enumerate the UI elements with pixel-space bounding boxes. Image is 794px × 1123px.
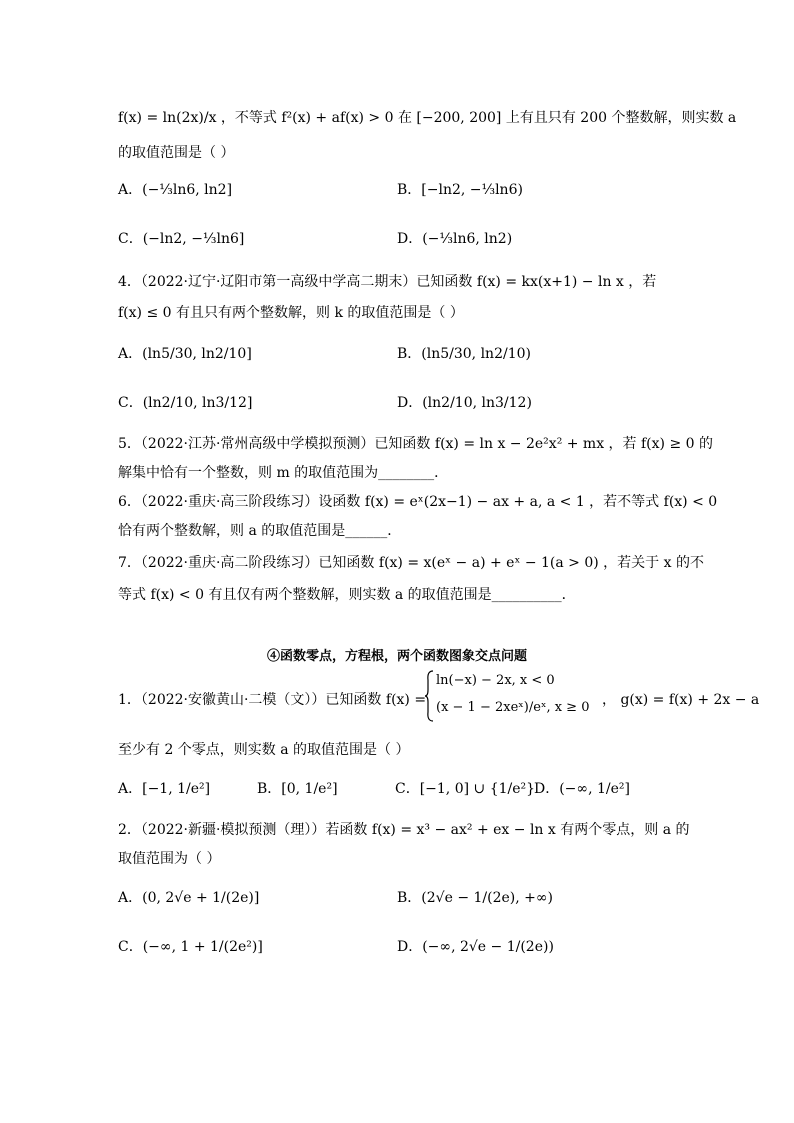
q3-option-c: C．(−ln2, −⅓ln6] bbox=[118, 231, 245, 247]
s4q1-stem-line2: 至少有 2 个零点，则实数 a 的取值范围是（ ） bbox=[118, 742, 410, 758]
q3-stem-line1: f(x) = ln(2x)/x ，不等式 f²(x) + af(x) > 0 在 [−200, 200] 上有且只有 200 个整数解，则实数 a bbox=[118, 110, 737, 126]
s4q2-stem-line2: 取值范围为（ ） bbox=[118, 851, 221, 867]
q5-stem-line2: 解集中恰有一个整数，则 m 的取值范围为________． bbox=[118, 465, 449, 481]
s4q1-option-d: D．(−∞, 1/e²] bbox=[534, 781, 630, 797]
s4q1-option-c: C．[−1, 0] ∪ {1/e²} bbox=[395, 781, 536, 797]
q3-option-a: A．(−⅓ln6, ln2] bbox=[118, 182, 233, 198]
s4q2-option-b: B．(2√e − 1/(2e), +∞) bbox=[397, 890, 553, 906]
section-title: ④函数零点，方程根，两个函数图象交点问题 bbox=[266, 649, 527, 664]
q4-option-d: D．(ln2/10, ln3/12) bbox=[397, 395, 532, 411]
q3-stem-line2: 的取值范围是（ ） bbox=[118, 145, 235, 161]
q5-stem-line1: 5．（2022·江苏·常州高级中学模拟预测）已知函数 f(x) = ln x − 2e²x² + mx ，若 f(x) ≥ 0 的 bbox=[118, 436, 713, 452]
s4q1-piece2: (x − 1 − 2xeˣ)/eˣ, x ≥ 0 bbox=[436, 700, 590, 715]
s4q2-stem-line1: 2．（2022·新疆·模拟预测（理））若函数 f(x) = x³ − ax² + ex − ln x 有两个零点，则 a 的 bbox=[118, 822, 690, 838]
q6-stem-line1: 6．（2022·重庆·高三阶段练习）设函数 f(x) = eˣ(2x−1) − ax + a, a < 1 ，若不等式 f(x) < 0 bbox=[118, 494, 718, 510]
q3-option-b: B．[−ln2, −⅓ln6) bbox=[397, 182, 523, 198]
q4-option-a: A．(ln5/30, ln2/10] bbox=[118, 346, 252, 362]
s4q1-option-a: A．[−1, 1/e²] bbox=[118, 781, 211, 797]
s4q1-stem-line1-pre: 1．（2022·安徽黄山·二模（文））已知函数 f(x) = bbox=[118, 692, 427, 708]
q3-option-d: D．(−⅓ln6, ln2) bbox=[397, 231, 513, 247]
q6-stem-line2: 恰有两个整数解，则 a 的取值范围是______． bbox=[118, 523, 402, 539]
q4-option-c: C．(ln2/10, ln3/12] bbox=[118, 395, 253, 411]
s4q1-stem-line1-post: ， g(x) = f(x) + 2x − a bbox=[602, 692, 760, 708]
q7-stem-line2: 等式 f(x) < 0 有且仅有两个整数解，则实数 a 的取值范围是__________． bbox=[118, 587, 576, 603]
q7-stem-line1: 7．（2022·重庆·高二阶段练习）已知函数 f(x) = x(eˣ − a) + eˣ − 1(a > 0) ，若关于 x 的不 bbox=[118, 555, 704, 571]
q4-stem-line1: 4．（2022·辽宁·辽阳市第一高级中学高二期末）已知函数 f(x) = kx(x+1) − ln x ，若 bbox=[118, 274, 657, 290]
s4q2-option-c: C．(−∞, 1 + 1/(2e²)] bbox=[118, 939, 263, 955]
q4-stem-line2: f(x) ≤ 0 有且只有两个整数解，则 k 的取值范围是（ ） bbox=[118, 305, 464, 321]
q4-option-b: B．(ln5/30, ln2/10) bbox=[397, 346, 531, 362]
piecewise-brace bbox=[424, 670, 434, 722]
s4q1-piece1: ln(−x) − 2x, x < 0 bbox=[436, 673, 555, 688]
s4q1-option-b: B．[0, 1/e²] bbox=[257, 781, 338, 797]
s4q2-option-a: A．(0, 2√e + 1/(2e)] bbox=[118, 890, 260, 906]
s4q2-option-d: D．(−∞, 2√e − 1/(2e)) bbox=[397, 939, 554, 955]
